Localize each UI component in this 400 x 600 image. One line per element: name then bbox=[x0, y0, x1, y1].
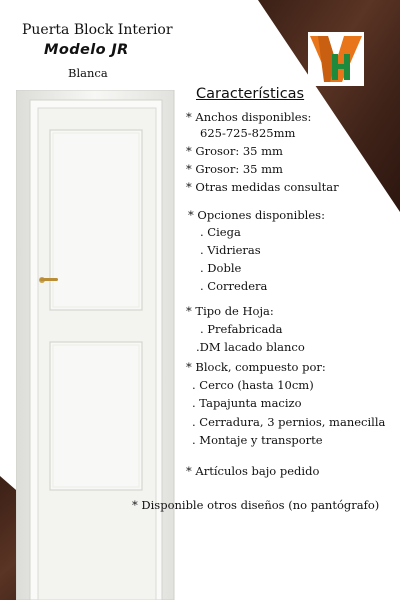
leaf-type-item: .DM lacado blanco bbox=[196, 340, 305, 354]
vh-logo-icon bbox=[308, 32, 364, 86]
block-label: * Block, compuesto por: bbox=[186, 360, 326, 374]
option-item: . Vidrieras bbox=[200, 243, 261, 257]
block-item: . Tapajunta macizo bbox=[192, 396, 302, 410]
other-sizes: * Otras medidas consultar bbox=[186, 180, 339, 194]
option-item: . Doble bbox=[200, 261, 242, 275]
block-item: . Cerradura, 3 pernios, manecilla bbox=[192, 415, 386, 429]
widths-value: 625-725-825mm bbox=[200, 126, 296, 140]
leaf-type-item: . Prefabricada bbox=[200, 322, 283, 336]
option-item: . Corredera bbox=[200, 279, 268, 293]
thickness-line-1: * Grosor: 35 mm bbox=[186, 144, 283, 158]
widths-label: * Anchos disponibles: bbox=[186, 110, 312, 124]
color-label: Blanca bbox=[68, 66, 108, 80]
features-heading: Características bbox=[196, 86, 305, 102]
block-item: . Cerco (hasta 10cm) bbox=[192, 378, 314, 392]
block-item: . Montaje y transporte bbox=[192, 433, 323, 447]
options-label: * Opciones disponibles: bbox=[188, 208, 325, 222]
leaf-type-label: * Tipo de Hoja: bbox=[186, 304, 274, 318]
on-order-note: * Artículos bajo pedido bbox=[186, 464, 320, 478]
product-title: Puerta Block Interior bbox=[22, 22, 173, 38]
model-name: Modelo JR bbox=[44, 42, 129, 58]
option-item: . Ciega bbox=[200, 225, 241, 239]
other-designs-note: * Disponible otros diseños (no pantógrafo) bbox=[132, 498, 380, 512]
thickness-line-2: * Grosor: 35 mm bbox=[186, 162, 283, 176]
door-image bbox=[16, 90, 176, 600]
